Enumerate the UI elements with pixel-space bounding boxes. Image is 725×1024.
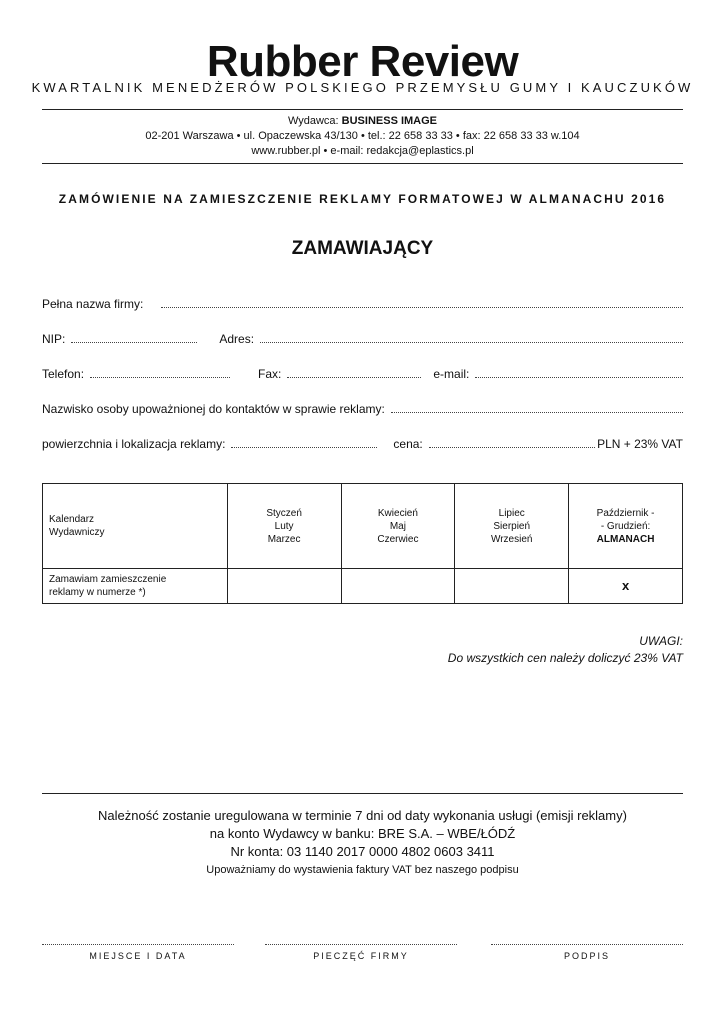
signature-field[interactable] bbox=[491, 944, 683, 945]
calendar-label-line: Wydawniczy bbox=[49, 527, 105, 538]
price-field[interactable] bbox=[429, 435, 595, 448]
notes-text: Do wszystkich cen należy doliczyć 23% VAT bbox=[447, 651, 683, 665]
issue-q1-header bbox=[227, 484, 341, 569]
order-q3-cell[interactable] bbox=[455, 569, 569, 604]
price-suffix: PLN + 23% VAT bbox=[597, 437, 683, 451]
email-label: e-mail: bbox=[433, 367, 470, 381]
area-field[interactable] bbox=[231, 435, 377, 448]
brand-subtitle: KWARTALNIK MENEDŻERÓW POLSKIEGO PRZEMYSŁU GUMY I KAUCZUKÓW bbox=[31, 80, 694, 95]
order-q2-cell[interactable] bbox=[341, 569, 455, 604]
payment-line-2: na konto Wydawcy w banku: BRE S.A. – WBE/ŁÓDŹ bbox=[209, 826, 516, 841]
brand-title: Rubber Review bbox=[206, 37, 519, 86]
month-label: Czerwiec bbox=[377, 533, 419, 545]
month-label: Lipiec bbox=[498, 507, 525, 519]
calendar-label-cell bbox=[43, 484, 228, 569]
order-label-line: Zamawiam zamieszczenie bbox=[49, 574, 167, 585]
issue-q2-header bbox=[341, 484, 455, 569]
month-label: Styczeń bbox=[266, 507, 302, 519]
address-field[interactable] bbox=[260, 330, 683, 343]
issue-q4-header bbox=[569, 484, 683, 569]
nip-field[interactable] bbox=[71, 330, 197, 343]
order-title: ZAMÓWIENIE NA ZAMIESZCZENIE REKLAMY FORMATOWEJ W ALMANACHU 2016 bbox=[58, 192, 667, 206]
contact-person-field[interactable] bbox=[391, 400, 683, 413]
nip-label: NIP: bbox=[42, 332, 66, 346]
price-label: cena: bbox=[393, 437, 423, 451]
place-date-label: MIEJSCE I DATA bbox=[89, 951, 187, 961]
issue-table bbox=[42, 483, 683, 604]
publisher-line bbox=[0, 114, 725, 129]
area-price-row bbox=[42, 433, 683, 451]
order-q1-cell[interactable] bbox=[227, 569, 341, 604]
address-label: Adres: bbox=[219, 332, 255, 346]
phone-label: Telefon: bbox=[42, 367, 85, 381]
email-field[interactable] bbox=[475, 365, 683, 378]
month-label: Październik - bbox=[596, 507, 655, 519]
contact-row bbox=[42, 363, 683, 381]
signature-label: PODPIS bbox=[563, 951, 610, 961]
publisher-label: Wydawca: bbox=[287, 115, 339, 127]
month-label: Maj bbox=[389, 520, 406, 532]
nip-address-row bbox=[42, 328, 683, 346]
order-q4-cell[interactable] bbox=[569, 569, 683, 604]
divider-publisher bbox=[42, 163, 683, 164]
month-label: Marzec bbox=[267, 533, 301, 545]
signature-sign bbox=[491, 944, 683, 961]
table-row bbox=[43, 484, 683, 569]
publisher-address: 02-201 Warszawa • ul. Opaczewska 43/130 • tel.: 22 658 33 33 • fax: 22 658 33 33 w.104 bbox=[145, 130, 580, 142]
payment-line-1: Należność zostanie uregulowana w terminie 7 dni od daty wykonania usługi (emisji reklamy) bbox=[98, 808, 627, 823]
orderer-heading: ZAMAWIAJĄCY bbox=[291, 238, 434, 259]
publisher-name: BUSINESS IMAGE bbox=[341, 115, 438, 127]
divider-top bbox=[42, 109, 683, 110]
selected-mark: x bbox=[621, 577, 630, 593]
order-label-cell bbox=[43, 569, 228, 604]
stamp-field[interactable] bbox=[265, 944, 457, 945]
almanach-label: ALMANACH bbox=[596, 533, 655, 545]
place-date-field[interactable] bbox=[42, 944, 234, 945]
payment-vat-note: Upoważniamy do wystawienia faktury VAT bez naszego podpisu bbox=[206, 864, 519, 876]
publisher-web: www.rubber.pl • e-mail: redakcja@eplastics.pl bbox=[251, 145, 474, 157]
notes-title: UWAGI: bbox=[639, 634, 683, 648]
company-field[interactable] bbox=[161, 295, 683, 308]
signature-place-date bbox=[42, 944, 234, 961]
contact-person-label: Nazwisko osoby upoważnionej do kontaktów w sprawie reklamy: bbox=[42, 402, 385, 416]
issue-q3-header bbox=[455, 484, 569, 569]
phone-field[interactable] bbox=[90, 365, 230, 378]
order-label-line: reklamy w numerze *) bbox=[49, 587, 146, 598]
month-label: Sierpień bbox=[493, 520, 531, 532]
fax-field[interactable] bbox=[287, 365, 421, 378]
month-label: Wrzesień bbox=[490, 533, 533, 545]
company-label: Pełna nazwa firmy: bbox=[42, 297, 144, 311]
month-label: Kwiecień bbox=[377, 507, 418, 519]
contact-person-row bbox=[42, 398, 683, 416]
company-row bbox=[42, 293, 683, 311]
fax-label: Fax: bbox=[258, 367, 282, 381]
signature-stamp bbox=[265, 944, 457, 961]
divider-payment bbox=[42, 793, 683, 794]
calendar-label-line: Kalendarz bbox=[49, 514, 95, 525]
month-label: Luty bbox=[274, 520, 294, 532]
stamp-label: PIECZĘĆ FIRMY bbox=[313, 951, 409, 961]
table-row bbox=[43, 569, 683, 604]
month-label: - Grudzień: bbox=[600, 520, 651, 532]
payment-account: Nr konta: 03 1140 2017 0000 4802 0603 3411 bbox=[230, 844, 495, 859]
area-label: powierzchnia i lokalizacja reklamy: bbox=[42, 437, 226, 451]
